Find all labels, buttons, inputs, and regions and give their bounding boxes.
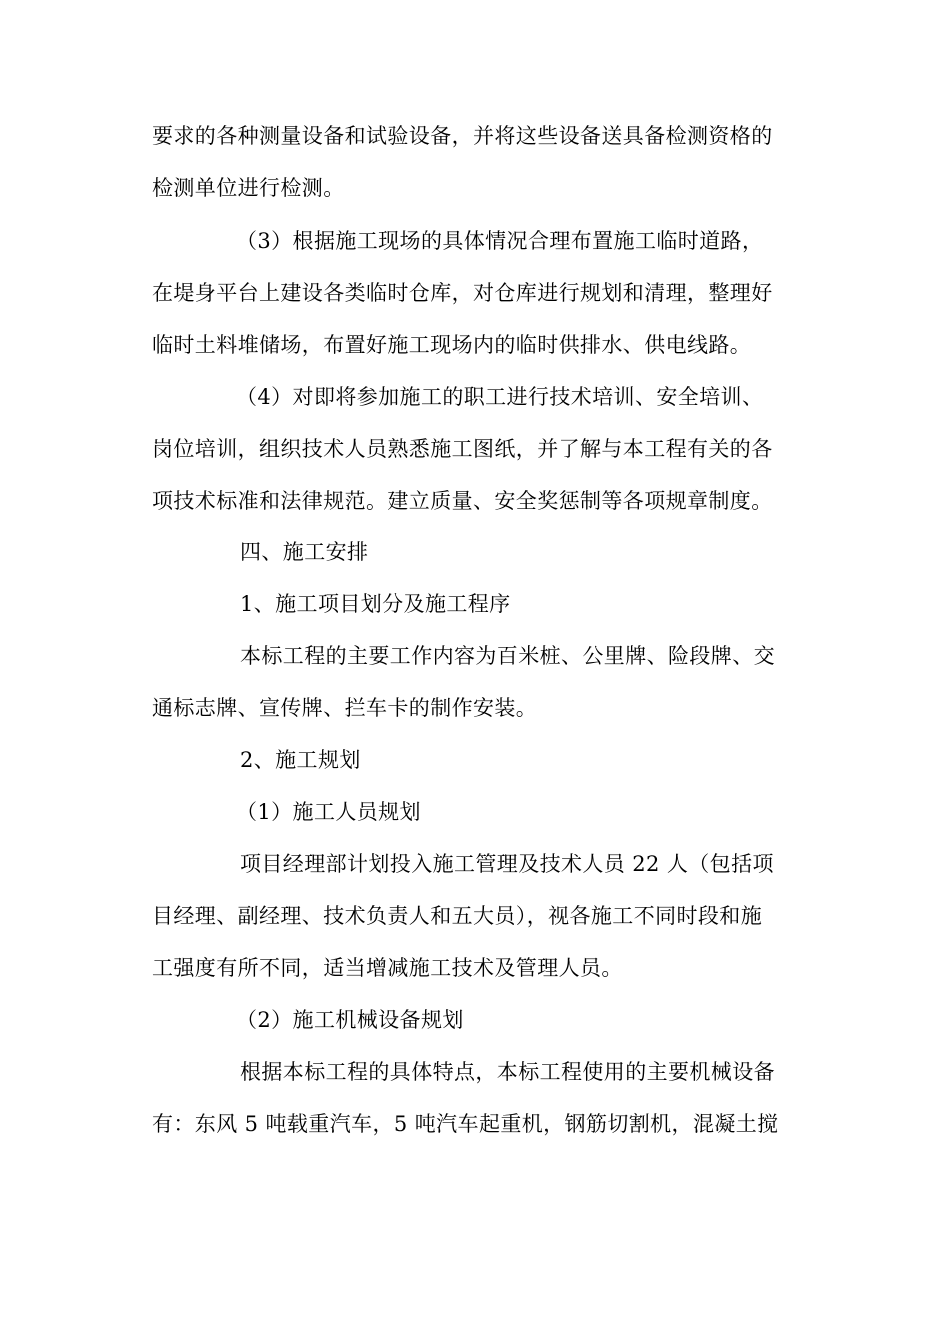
text-line: 项技术标准和法律规范。建立质量、安全奖惩制等各项规章制度。: [152, 489, 773, 513]
item-heading: （1）施工人员规划: [236, 800, 421, 824]
text-line: 目经理、副经理、技术负责人和五大员），视各施工不同时段和施: [152, 904, 763, 928]
text-line: 工强度有所不同，适当增减施工技术及管理人员。: [152, 956, 623, 980]
text-line: 有：东风 5 吨载重汽车，5 吨汽车起重机，钢筋切割机，混凝土搅: [152, 1112, 779, 1136]
text-line: 临时土料堆储场，布置好施工现场内的临时供排水、供电线路。: [152, 333, 752, 357]
text-line: 岗位培训，组织技术人员熟悉施工图纸，并了解与本工程有关的各: [152, 437, 773, 461]
text-line: 检测单位进行检测。: [152, 176, 345, 200]
text-line: 要求的各种测量设备和试验设备，并将这些设备送具备检测资格的: [152, 124, 773, 148]
text-line: 根据本标工程的具体特点，本标工程使用的主要机械设备: [240, 1060, 775, 1084]
text-line: （3）根据施工现场的具体情况合理布置施工临时道路，: [236, 229, 764, 253]
text-line: 本标工程的主要工作内容为百米桩、公里牌、险段牌、交: [240, 644, 775, 668]
text-line: （4）对即将参加施工的职工进行技术培训、安全培训、: [236, 385, 764, 409]
text-line: 项目经理部计划投入施工管理及技术人员 22 人（包括项: [240, 852, 774, 876]
item-heading: （2）施工机械设备规划: [236, 1008, 464, 1032]
subsection-heading: 2、施工规划: [240, 748, 361, 772]
text-line: 通标志牌、宣传牌、拦车卡的制作安装。: [152, 696, 538, 720]
section-heading: 四、施工安排: [240, 540, 369, 564]
subsection-heading: 1、施工项目划分及施工程序: [240, 592, 511, 616]
text-line: 在堤身平台上建设各类临时仓库，对仓库进行规划和清理，整理好: [152, 281, 773, 305]
